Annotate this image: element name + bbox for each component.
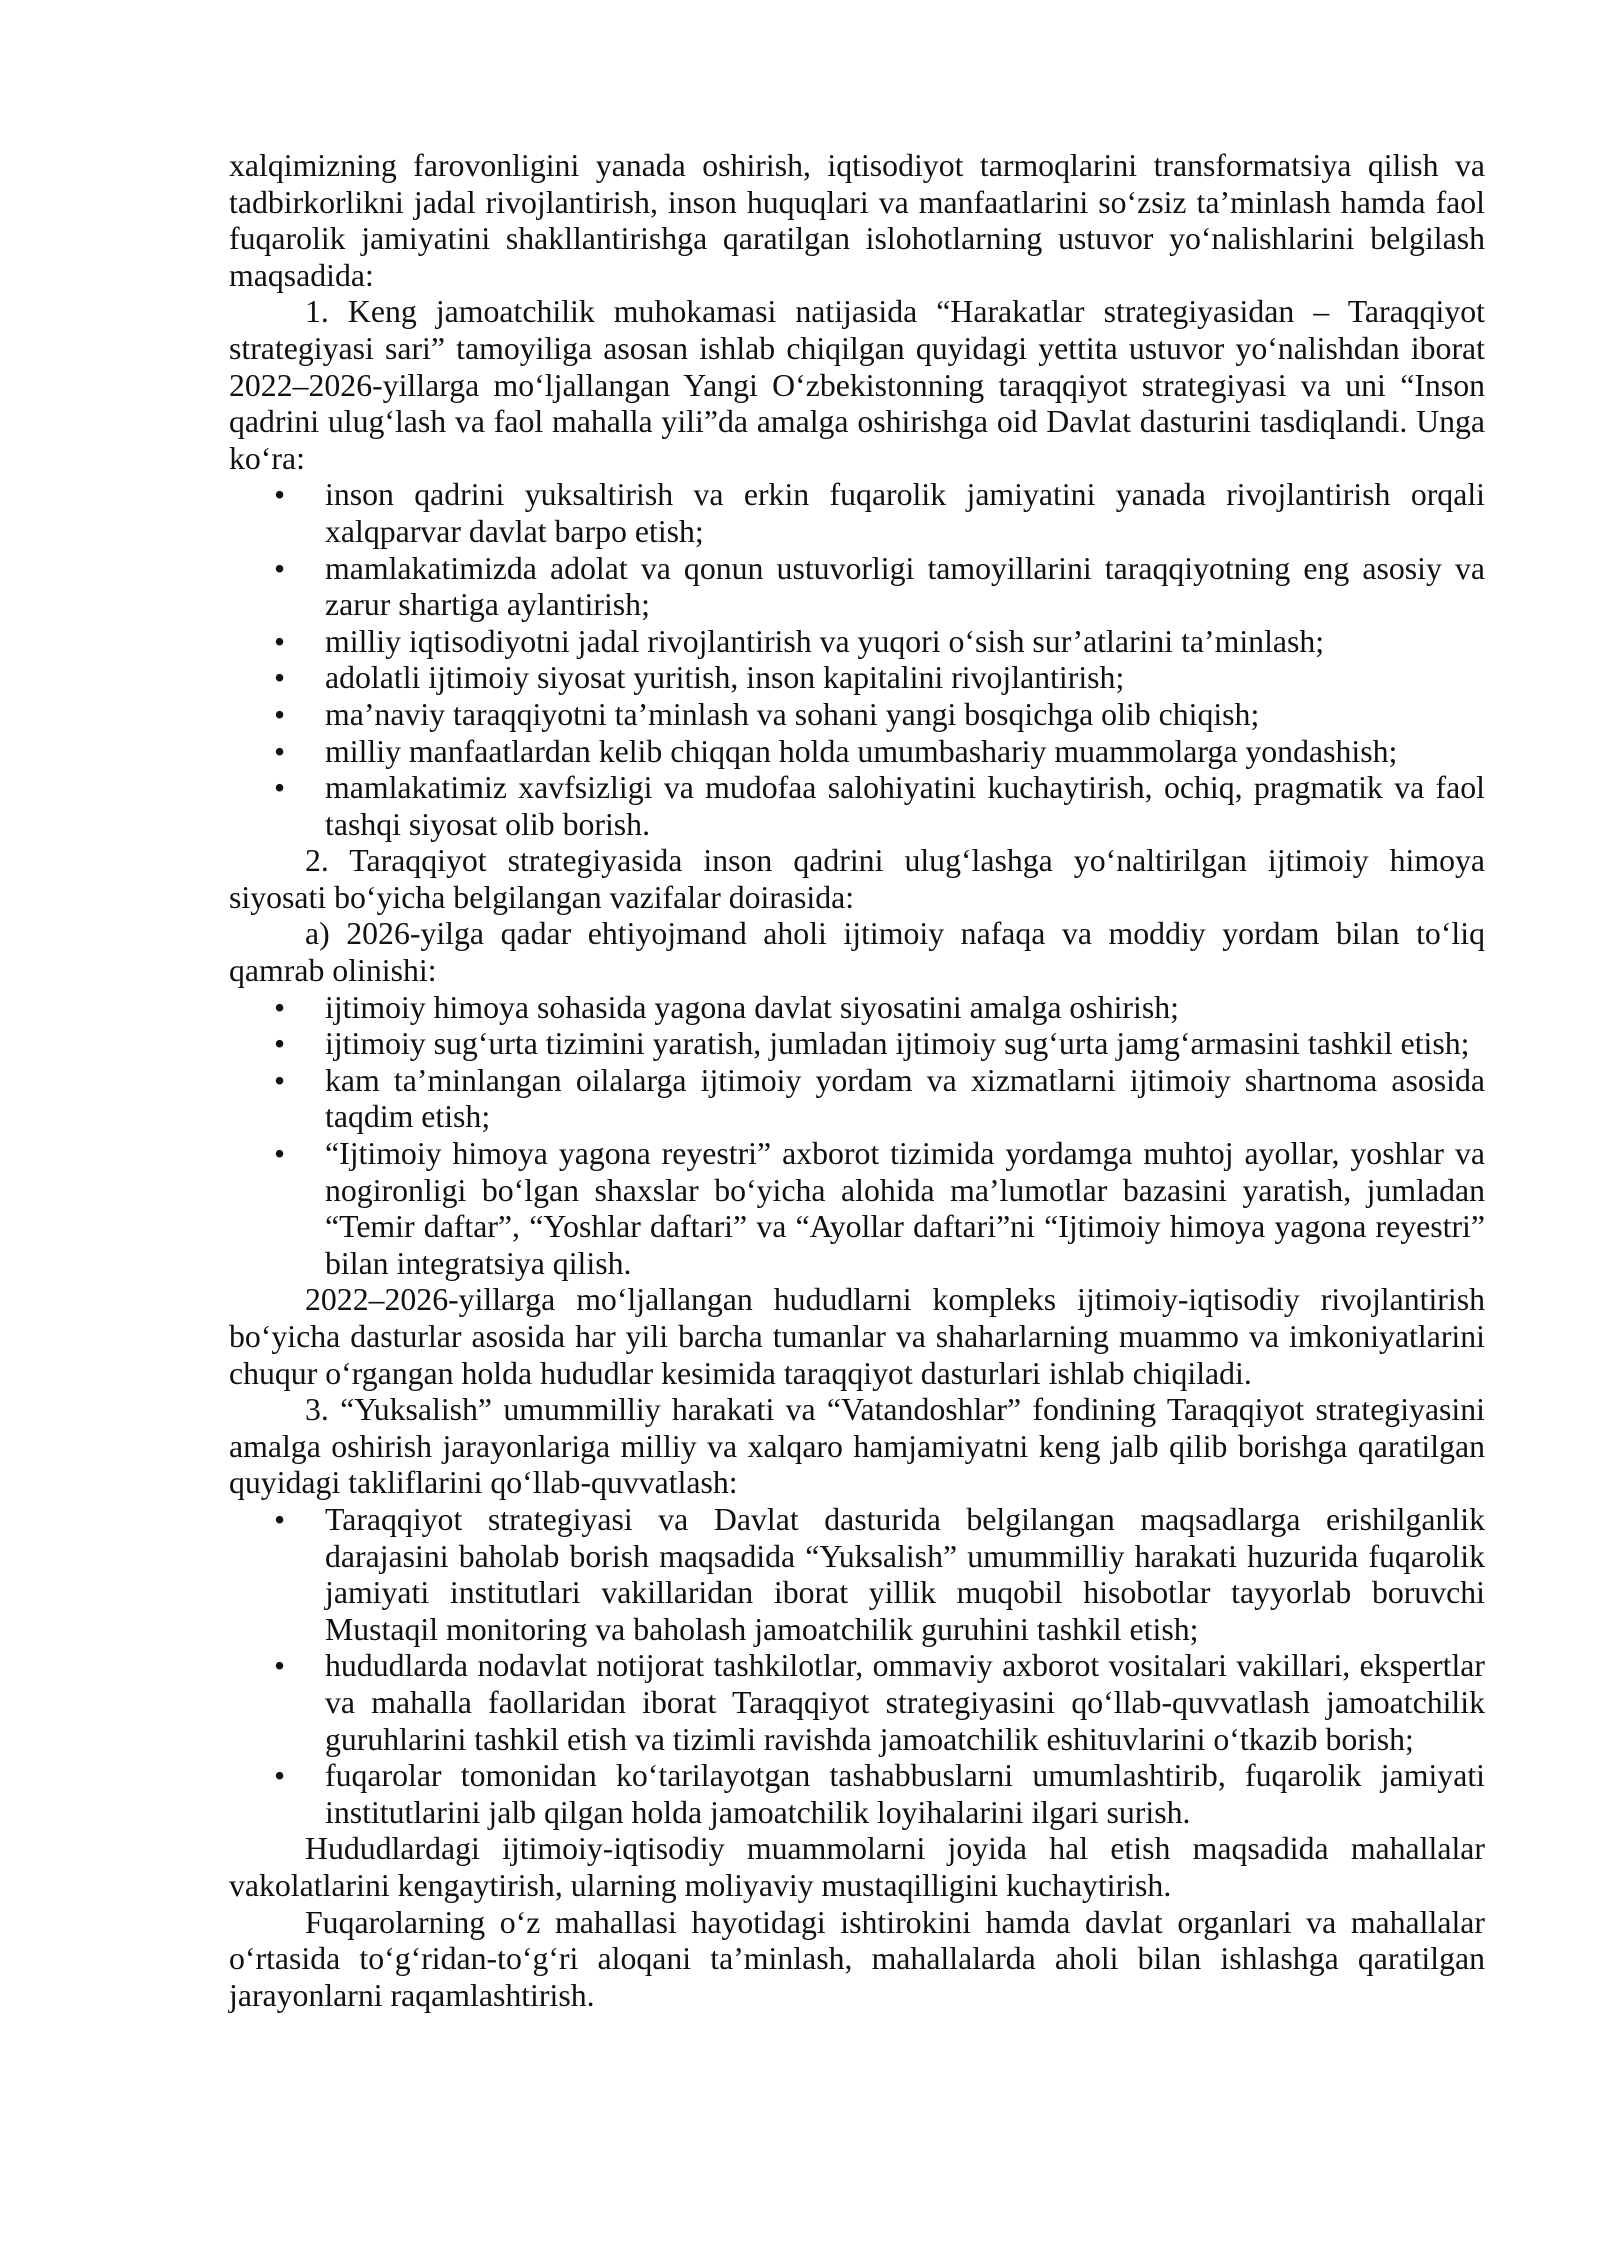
list-item-text: Taraqqiyot strategiyasi va Davlat dasturida belgilangan maqsadlarga erishilganlik darajasini baholab borish maqsadida “Yuksalish” umummilliy harakati huzurida fuqarolik jamiyati institutlari vakillaridan iborat yillik muqobil hisobotlar tayyorlab boruvchi Mustaqil monitoring va baholash jamoatchilik guruhini tashkil etish; — [325, 1501, 1485, 1647]
list-item-text: inson qadrini yuksaltirish va erkin fuqarolik jamiyatini yanada rivojlantirish orqali xalqparvar davlat barpo etish; — [325, 477, 1485, 549]
list-item-text: “Ijtimoiy himoya yagona reyestri” axborot tizimida yordamga muhtoj ayollar, yoshlar va nogironligi bo‘lgan shaxslar bo‘yicha alohida ma’lumotlar bazasini yaratish, jumladan “Temir daftar”, “Yoshlar daftari” va “Ayollar daftari”ni “Ijtimoiy himoya yagona reyestri” bilan integratsiya qilish. — [325, 1136, 1485, 1281]
bullet-icon: • — [274, 1026, 286, 1062]
item-3-paragraph: 3. “Yuksalish” umummilliy harakati va “Vatandoshlar” fondining Taraqqiyot strategiyasini amalga oshirish jarayonlariga milliy va xalqaro hamjamiyatni keng jalb qilib borishga qaratilgan quyidagi takliflarini qo‘llab-quvvatlash: — [229, 1392, 1485, 1501]
list-item-text: ijtimoiy himoya sohasida yagona davlat siyosatini amalga oshirish; — [325, 989, 1179, 1025]
bullet-icon: • — [274, 989, 286, 1025]
list-item-text: mamlakatimizda adolat va qonun ustuvorligi tamoyillarini taraqqiyotning eng asosiy va zarur shartiga aylantirish; — [325, 550, 1485, 623]
list-item — [274, 696, 1485, 734]
social-protection-list — [229, 990, 1485, 1283]
list-item — [274, 660, 1485, 697]
list-item — [274, 989, 1485, 1027]
list-item — [274, 623, 1485, 661]
intro-paragraph: xalqimizning farovonligini yanada oshirish, iqtisodiyot tarmoqlarini transformatsiya qilish va tadbirkorlikni jadal rivojlantirish, inson huquqlari va manfaatlarini so‘zsiz ta’minlash hamda faol fuqarolik jamiyatini shakllantirishga qaratilgan islohotlarning ustuvor yo‘nalishlarini belgilash maqsadida: — [229, 148, 1485, 293]
bullet-icon: • — [274, 660, 286, 696]
list-item — [274, 770, 1485, 843]
mahalla-powers-paragraph: Hududlardagi ijtimoiy-iqtisodiy muammolarni joyida hal etish maqsadida mahallalar vakolatlarini kengaytirish, ularning moliyaviy mustaqilligini kuchaytirish. — [229, 1831, 1485, 1903]
item-1-paragraph: 1. Keng jamoatchilik muhokamasi natijasida “Harakatlar strategiyasidan – Taraqqiyot strategiyasi sari” tamoyiliga asosan ishlab chiqilgan quyidagi yettita ustuvor yo‘nalishdan iborat 2022–2026-yillarga mo‘ljallangan Yangi O‘zbekistonning taraqqiyot strategiyasi va uni “Inson qadrini ulug‘lash va faol mahalla yili”da amalga oshirishga oid Davlat dasturini tasdiqlandi. Unga ko‘ra: — [229, 294, 1485, 476]
list-item-text: adolatli ijtimoiy siyosat yuritish, inson kapitalini rivojlantirish; — [325, 660, 1125, 696]
priority-directions-list — [229, 477, 1485, 843]
list-item — [274, 1026, 1485, 1063]
list-item — [274, 1062, 1485, 1136]
bullet-icon: • — [274, 477, 286, 513]
bullet-icon: • — [274, 1501, 286, 1537]
list-item-text: milliy manfaatlardan kelib chiqqan holda umumbashariy muammolarga yondashish; — [325, 733, 1398, 769]
bullet-icon: • — [274, 770, 286, 806]
bullet-icon: • — [274, 1648, 286, 1684]
bullet-icon: • — [274, 696, 286, 732]
proposals-list — [229, 1502, 1485, 1831]
list-item — [274, 1501, 1485, 1648]
regional-programs-paragraph: 2022–2026-yillarga mo‘ljallangan hududlarni kompleks ijtimoiy-iqtisodiy rivojlantirish bo‘yicha dasturlar asosida har yili barcha tumanlar va shaharlarning muammo va imkoniyatlarini chuqur o‘rgangan holda hududlar kesimida taraqqiyot dasturlari ishlab chiqiladi. — [229, 1282, 1485, 1391]
bullet-icon: • — [274, 1062, 286, 1098]
list-item — [274, 733, 1485, 771]
bullet-icon: • — [274, 623, 286, 659]
item-2a-paragraph: a) 2026-yilga qadar ehtiyojmand aholi ijtimoiy nafaqa va moddiy yordam bilan to‘liq qamrab olinishi: — [229, 916, 1485, 989]
bullet-icon: • — [274, 550, 286, 586]
list-item — [274, 1648, 1485, 1758]
list-item-text: ma’naviy taraqqiyotni ta’minlash va sohani yangi bosqichga olib chiqish; — [325, 696, 1260, 732]
mahalla-digitalization-paragraph: Fuqarolarning o‘z mahallasi hayotidagi ishtirokini hamda davlat organlari va mahallalar o‘rtasida to‘g‘ridan-to‘g‘ri aloqani ta’minlash, mahallalarda aholi bilan ishlashga qaratilgan jarayonlarni raqamlashtirish. — [229, 1904, 1485, 2013]
list-item-text: milliy iqtisodiyotni jadal rivojlantirish va yuqori o‘sish sur’atlarini ta’minlash; — [325, 623, 1325, 659]
list-item-text: fuqarolar tomonidan ko‘tarilayotgan tashabbuslarni umumlashtirib, fuqarolik jamiyati institutlarini jalb qilgan holda jamoatchilik loyihalarini ilgari surish. — [325, 1758, 1485, 1830]
item-2-paragraph: 2. Taraqqiyot strategiyasida inson qadrini ulug‘lashga yo‘naltirilgan ijtimoiy himoya siyosati bo‘yicha belgilangan vazifalar doirasida: — [229, 843, 1485, 915]
list-item — [274, 550, 1485, 624]
list-item-text: hududlarda nodavlat notijorat tashkilotlar, ommaviy axborot vositalari vakillari, ekspertlar va mahalla faollaridan iborat Taraqqiyot strategiyasini qo‘llab-quvvatlash jamoatchilik guruhlarini tashkil etish va tizimli ravishda jamoatchilik eshituvlarini o‘tkazib borish; — [325, 1648, 1485, 1757]
list-item-text: kam ta’minlangan oilalarga ijtimoiy yordam va xizmatlarni ijtimoiy shartnoma asosida taqdim etish; — [325, 1062, 1485, 1135]
bullet-icon: • — [274, 1758, 286, 1794]
list-item-text: mamlakatimiz xavfsizligi va mudofaa salohiyatini kuchaytirish, ochiq, pragmatik va faol tashqi siyosat olib borish. — [325, 770, 1485, 842]
bullet-icon: • — [274, 1136, 286, 1172]
list-item — [274, 1136, 1485, 1282]
list-item — [274, 477, 1485, 550]
bullet-icon: • — [274, 733, 286, 769]
list-item — [274, 1758, 1485, 1831]
list-item-text: ijtimoiy sug‘urta tizimini yaratish, jumladan ijtimoiy sug‘urta jamg‘armasini tashkil etish; — [325, 1026, 1470, 1062]
